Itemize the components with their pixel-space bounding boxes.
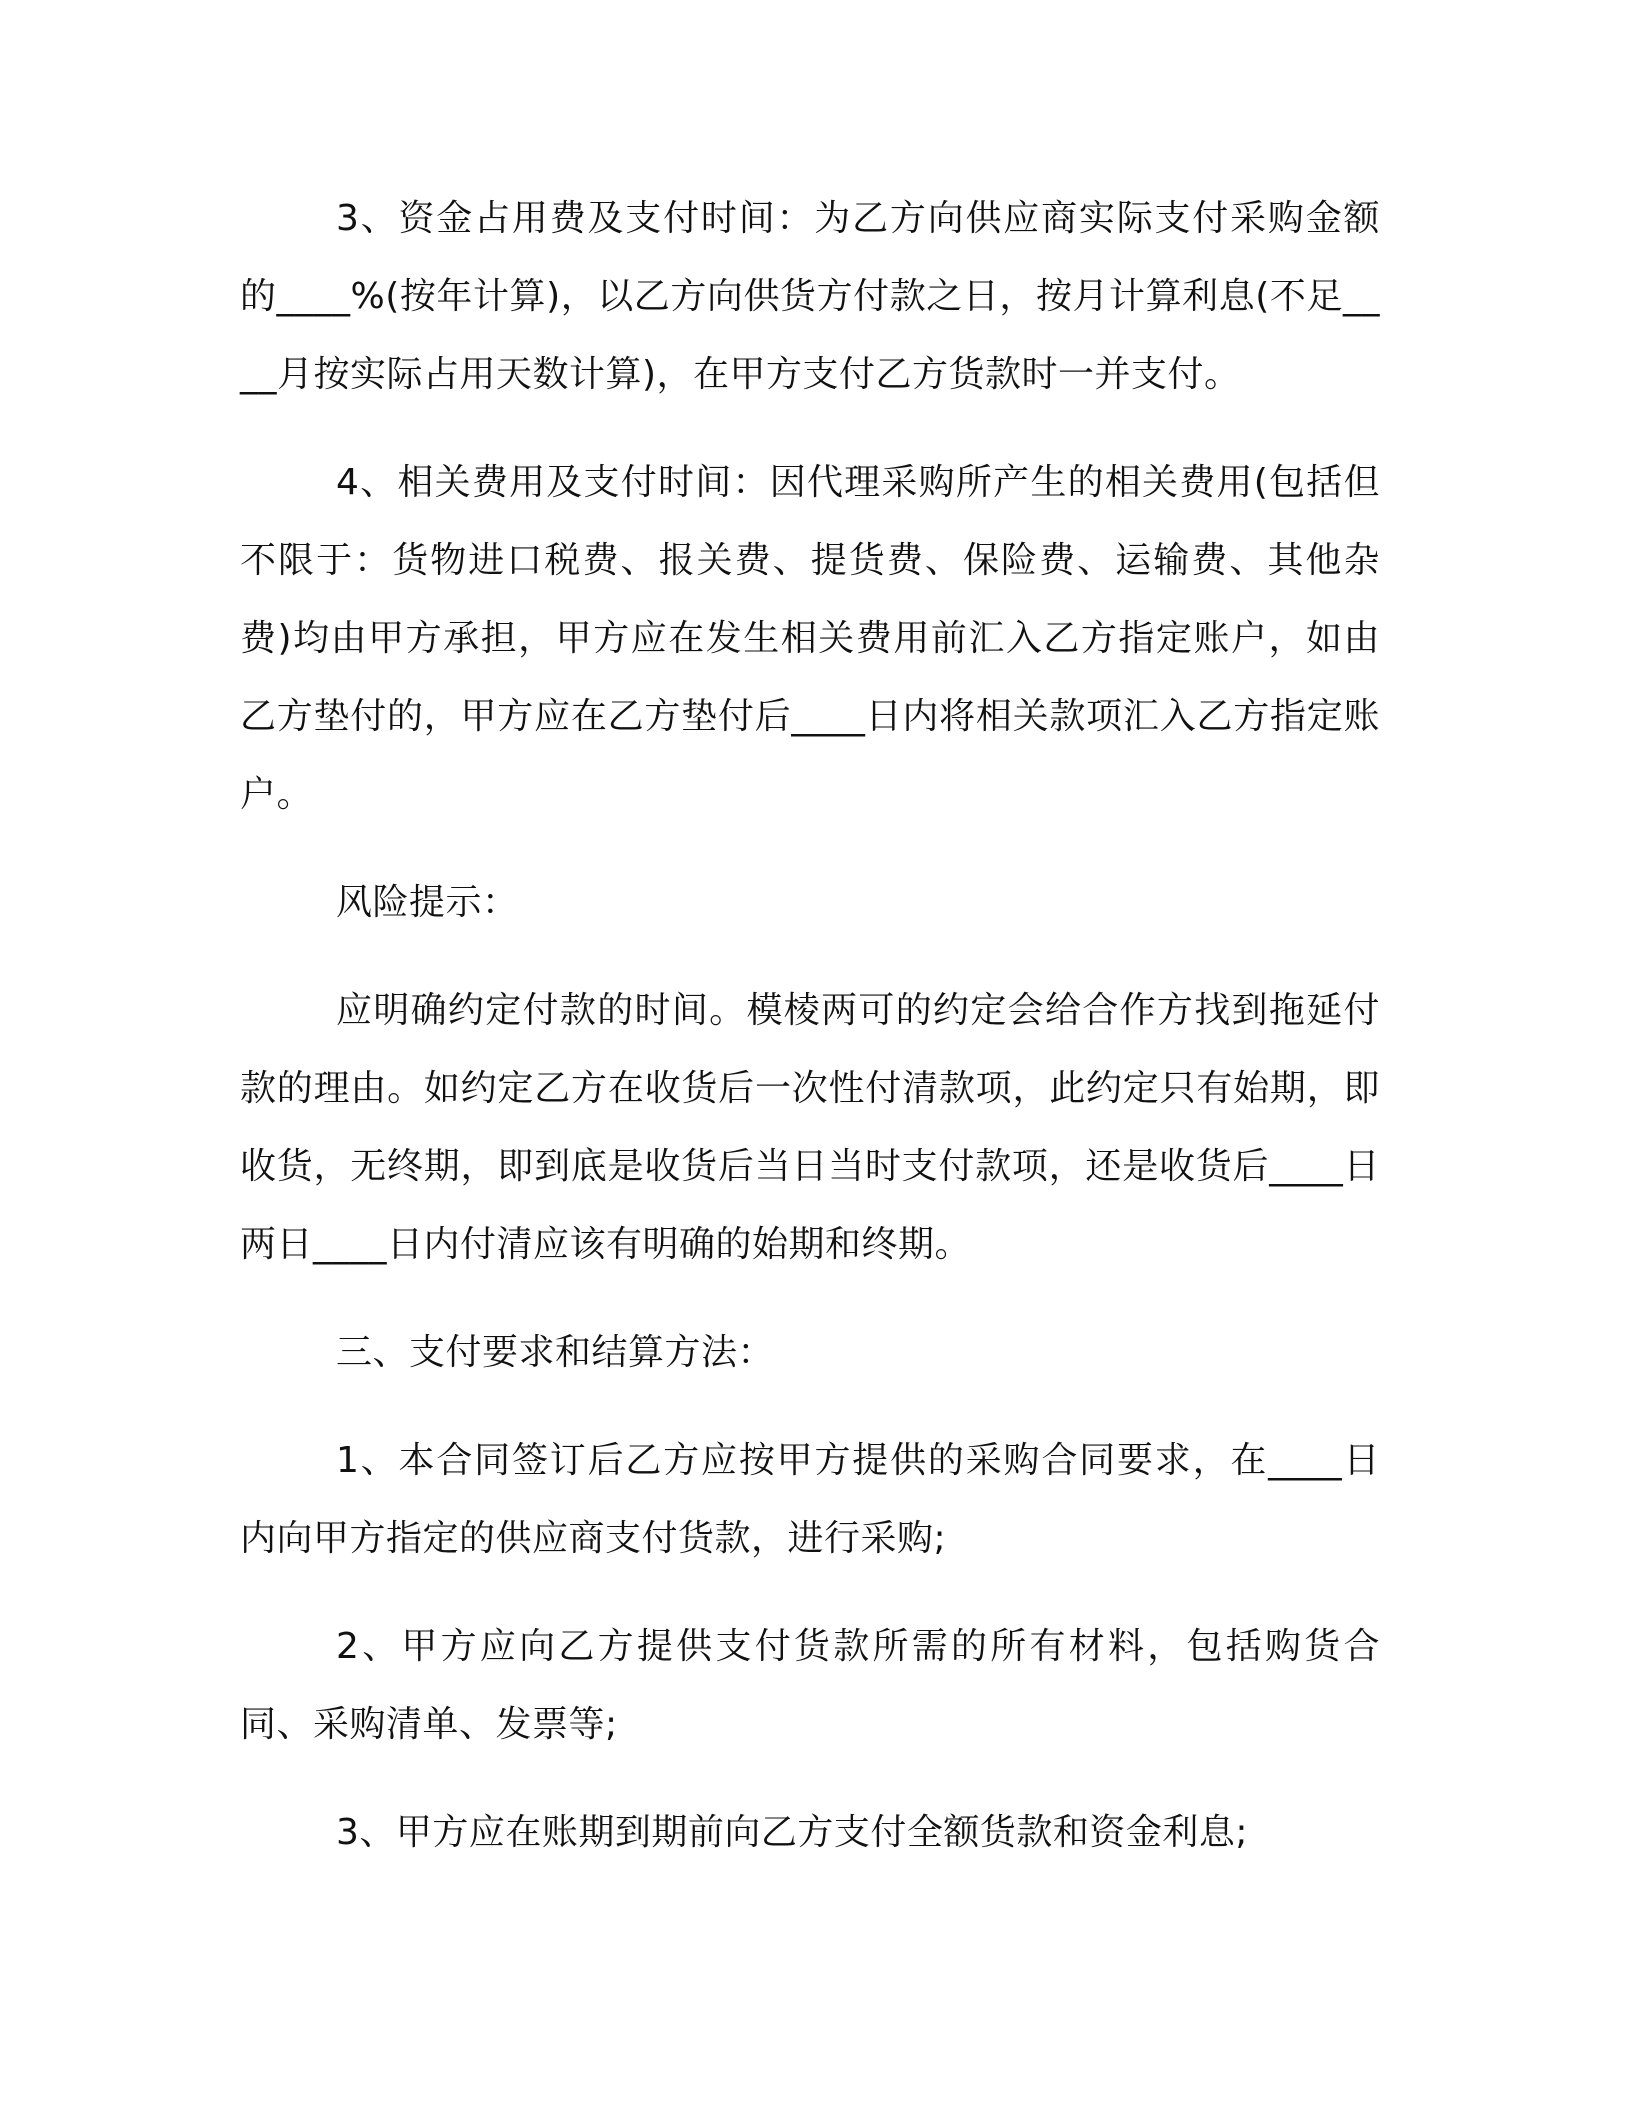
paragraph-payment-clause-1: 1、本合同签订后乙方应按甲方提供的采购合同要求，在____日内向甲方指定的供应商支付货款，进行采购; (240, 1440, 1380, 1559)
paragraph-related-expenses: 4、相关费用及支付时间：因代理采购所产生的相关费用(包括但不限于：货物进口税费、报关费、提货费、保险费、运输费、其他杂费)均由甲方承担，甲方应在发生相关费用前汇入乙方指定账户，如由乙方垫付的，甲方应在乙方垫付后____日内将相关款项汇入乙方指定账户。 (240, 462, 1380, 815)
document-body (240, 180, 1380, 1902)
paragraph-payment-clause-3: 3、甲方应在账期到期前向乙方支付全额货款和资金利息; (336, 1812, 1249, 1853)
paragraph-risk-warning-text: 应明确约定付款的时间。模棱两可的约定会给合作方找到拖延付款的理由。如约定乙方在收货后一次性付清款项，此约定只有始期，即收货，无终期，即到底是收货后当日当时支付款项，还是收货后____日两日____日内付清应该有明确的始期和终期。 (240, 990, 1380, 1265)
paragraph-fund-occupation-fee: 3、资金占用费及支付时间：为乙方向供应商实际支付采购金额的____%(按年计算)，以乙方向供货方付款之日，按月计算利息(不足____月按实际占用天数计算)，在甲方支付乙方货款时一并支付。 (240, 198, 1380, 395)
paragraph-payment-clause-2: 2、甲方应向乙方提供支付货款所需的所有材料，包括购货合同、采购清单、发票等; (240, 1626, 1380, 1745)
section-heading-payment-settlement: 三、支付要求和结算方法： (336, 1332, 775, 1373)
paragraph-risk-warning-heading: 风险提示： (336, 882, 519, 923)
